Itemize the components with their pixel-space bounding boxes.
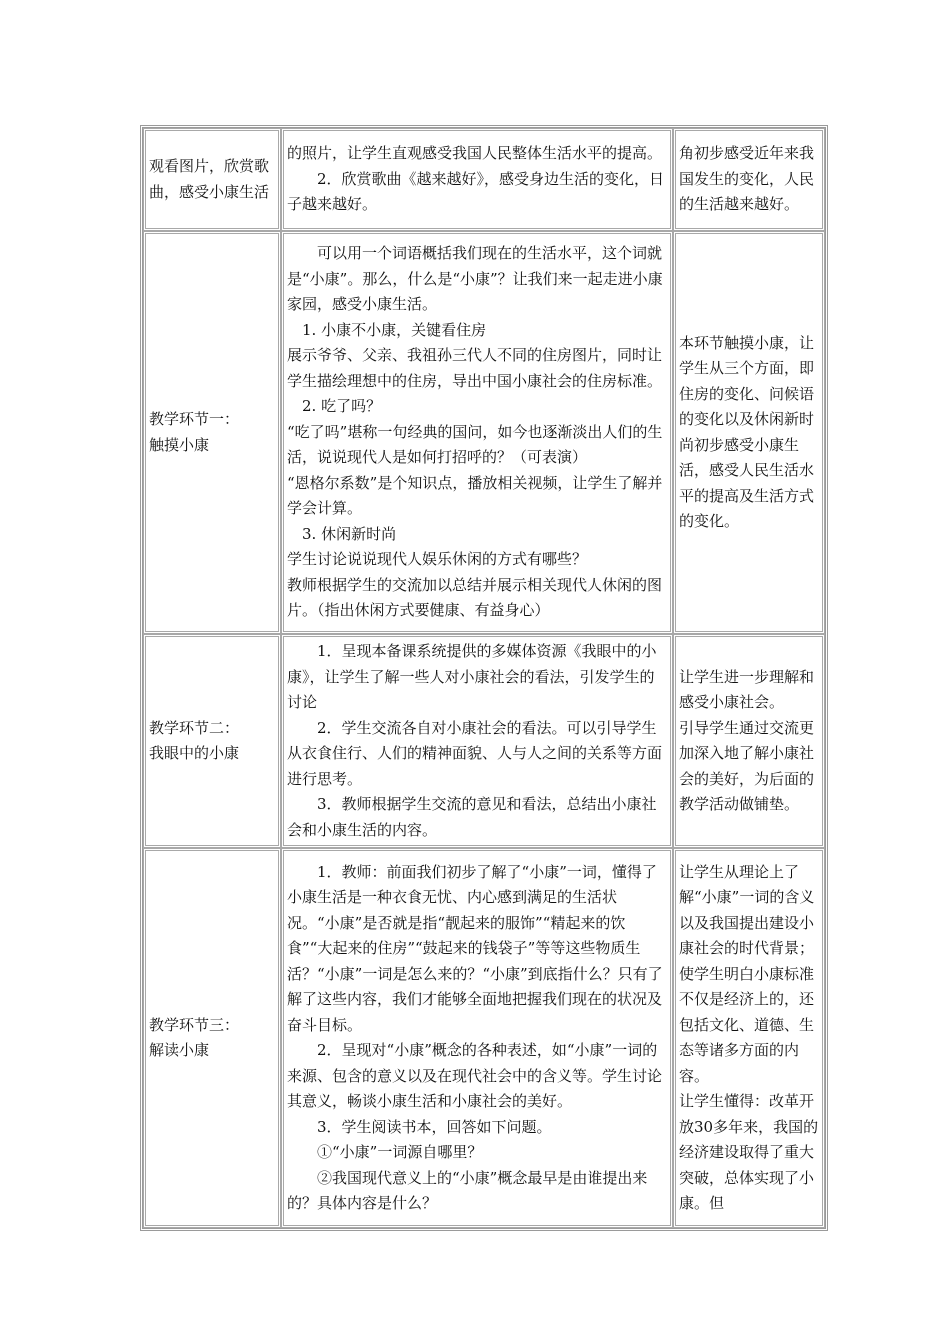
note-cell: [673, 231, 825, 634]
stage-subtitle: 我眼中的小康: [149, 744, 240, 762]
note-cell: [673, 128, 825, 231]
content-paragraph: 学生讨论说说现代人娱乐休闲的方式有哪些？: [287, 550, 588, 569]
content-paragraph: “恩格尔系数”是个知识点，播放相关视频，让学生了解并学会计算。: [287, 473, 663, 518]
content-paragraph: 3．教师根据学生交流的意见和看法，总结出小康社会和小康生活的内容。: [287, 795, 657, 839]
table-row: [143, 231, 825, 634]
stage-title: 教学环节一：: [149, 410, 240, 428]
content-paragraph: 2．呈现对“小康”概念的各种表述，如“小康”一词的来源、包含的意义以及在现代社会中的含义等。学生讨论其意义，畅谈小康生活和小康社会的美好。: [287, 1041, 663, 1110]
content-cell: [281, 848, 673, 1228]
lesson-plan-table: [140, 125, 828, 1231]
content-cell: [281, 231, 673, 634]
content-paragraph: 2．欣赏歌曲《越来越好》，感受身边生活的变化，日子越来越好。: [287, 169, 665, 214]
content-paragraph: 展示爷爷、父亲、我祖孙三代人不同的住房图片，同时让学生描绘理想中的住房，导出中国小康社会的住房标准。: [287, 346, 663, 390]
content-cell: [281, 128, 673, 231]
content-paragraph: 3．学生阅读书本，回答如下问题。: [317, 1117, 552, 1136]
stage-cell: [143, 231, 281, 634]
note-cell: [673, 634, 825, 848]
content-paragraph: 1. 小康不小康，关键看住房: [302, 320, 487, 339]
note-text: 让学生懂得：改革开放30多年来，我国的经济建设取得了重大突破，总体实现了小康。但: [679, 1092, 819, 1212]
stage-cell: [143, 634, 281, 848]
table-row: [143, 848, 825, 1228]
table-row: [143, 634, 825, 848]
content-paragraph: 2．学生交流各自对小康社会的看法。可以引导学生从衣食住行、人们的精神面貌、人与人之间的关系等方面进行思考。: [287, 718, 663, 788]
note-text: 让学生进一步理解和感受小康社会。: [679, 667, 815, 711]
content-paragraph: 教师根据学生的交流加以总结并展示相关现代人休闲的图片。（指出休闲方式要健康、有益身心）: [287, 575, 663, 620]
stage-title: 教学环节三：: [149, 1015, 240, 1034]
content-paragraph: 2. 吃了吗？: [302, 397, 382, 416]
content-paragraph: 的照片，让学生直观感受我国人民整体生活水平的提高。: [287, 144, 663, 163]
content-paragraph: 可以用一个词语概括我们现在的生活水平，这个词就是“小康”。那么，什么是“小康”？让我们来一起走进小康家园，感受小康生活。: [287, 244, 663, 314]
content-paragraph: 3. 休闲新时尚: [302, 524, 397, 543]
content-paragraph: 1．呈现本备课系统提供的多媒体资源《我眼中的小康》，让学生了解一些人对小康社会的看法，引发学生的讨论: [287, 642, 657, 711]
note-text: 本环节触摸小康，让学生从三个方面，即住房的变化、问候语的变化以及休闲新时尚初步感受小康生活，感受人民生活水平的提高及生活方式的变化。: [679, 333, 815, 530]
content-cell: [281, 634, 673, 848]
note-text: 让学生从理论上了解“小康”一词的含义以及我国提出建设小康社会的时代背景；使学生明白小康标准不仅是经济上的，还包括文化、道德、生态等诸多方面的内容。: [679, 862, 815, 1085]
table-row: [143, 128, 825, 231]
note-text: 角初步感受近年来我国发生的变化，人民的生活越来越好。: [679, 144, 815, 214]
stage-cell: [143, 128, 281, 231]
content-paragraph: 1．教师：前面我们初步了解了“小康”一词，懂得了小康生活是一种衣食无忧、内心感到满足的生活状况。“小康”是否就是指“靓起来的服饰”“精起来的饮食”“大起来的住房”“鼓起来的钱袋子”等等这些物质生活？“小康”一词是怎么来的？“小康”到底指什么？只有了解了这些内容，我们才能够全面地把握我们现在的状况及奋斗目标。: [287, 862, 663, 1034]
stage-cell: [143, 848, 281, 1228]
stage-text: 观看图片，欣赏歌曲，感受小康生活: [149, 157, 270, 201]
note-cell: [673, 848, 825, 1228]
content-paragraph: ①“小康”一词源自哪里？: [317, 1143, 483, 1161]
content-paragraph: ②我国现代意义上的“小康”概念最早是由谁提出来的？具体内容是什么？: [287, 1168, 648, 1212]
stage-subtitle: 触摸小康: [149, 435, 210, 454]
stage-title: 教学环节二：: [149, 718, 240, 737]
content-paragraph: “吃了吗”堪称一句经典的国问，如今也逐渐淡出人们的生活，说说现代人是如何打招呼的？（可表演）: [287, 422, 663, 467]
note-text: 引导学生通过交流更加深入地了解小康社会的美好，为后面的教学活动做铺垫。: [679, 718, 815, 813]
stage-subtitle: 解读小康: [149, 1041, 210, 1059]
